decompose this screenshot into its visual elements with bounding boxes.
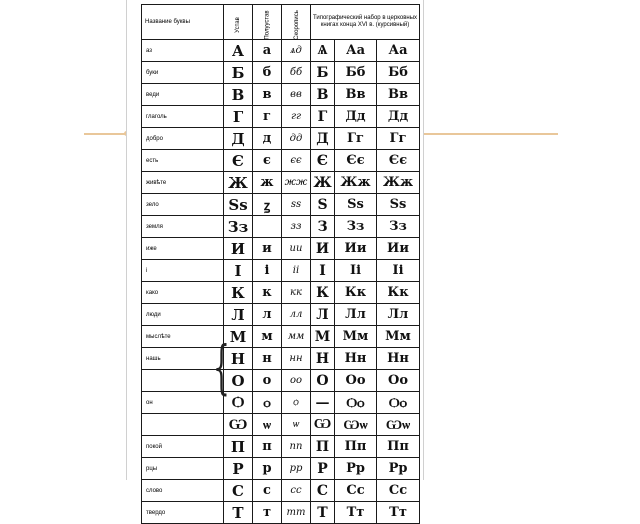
glyph-cell: К: [311, 282, 335, 304]
glyph-cell: н: [253, 348, 282, 370]
table-row: [142, 172, 420, 194]
glyph-cell: Р: [224, 458, 253, 480]
letter-name: покой: [142, 436, 224, 458]
glyph-cell: Пп: [377, 436, 420, 458]
glyph-cell: бб: [282, 62, 311, 84]
header-ustav: Устав: [235, 17, 241, 33]
glyph-cell: нн: [282, 348, 311, 370]
table-row: [142, 458, 420, 480]
letter-name: како: [142, 282, 224, 304]
glyph-cell: Єє: [335, 150, 377, 172]
glyph-cell: Ѧ: [311, 40, 335, 62]
glyph-cell: Б: [311, 62, 335, 84]
glyph-cell: є: [253, 150, 282, 172]
glyph-cell: Іі: [377, 260, 420, 282]
glyph-cell: ѻ: [282, 392, 311, 414]
glyph-cell: д: [253, 128, 282, 150]
glyph-cell: тт: [282, 502, 311, 524]
glyph-cell: С: [224, 480, 253, 502]
glyph-cell: єє: [282, 150, 311, 172]
glyph-cell: М: [311, 326, 335, 348]
glyph-cell: Ѻѻ: [335, 392, 377, 414]
letter-name: есть: [142, 150, 224, 172]
glyph-cell: И: [311, 238, 335, 260]
letter-name: глаголь: [142, 106, 224, 128]
letter-name: слово: [142, 480, 224, 502]
table-row: [142, 238, 420, 260]
letter-name: мыслѣте: [142, 326, 224, 348]
table-row: [142, 194, 420, 216]
glyph-cell: Д: [311, 128, 335, 150]
table-row: [142, 348, 420, 370]
glyph-cell: О: [224, 370, 253, 392]
glyph-cell: —: [311, 392, 335, 414]
glyph-cell: П: [224, 436, 253, 458]
glyph-cell: В: [311, 84, 335, 106]
glyph-cell: зз: [282, 216, 311, 238]
table-row: [142, 414, 420, 436]
glyph-cell: Ѻѻ: [377, 392, 420, 414]
table-row: [142, 326, 420, 348]
glyph-cell: О: [311, 370, 335, 392]
glyph-cell: П: [311, 436, 335, 458]
glyph-cell: Іі: [335, 260, 377, 282]
table-row: [142, 502, 420, 524]
glyph-cell: З: [311, 216, 335, 238]
glyph-cell: Б: [224, 62, 253, 84]
glyph-cell: с: [253, 480, 282, 502]
letter-name: зело: [142, 194, 224, 216]
header-poluustav: Полуустав: [264, 10, 271, 40]
table-row: [142, 62, 420, 84]
glyph-cell: Д: [224, 128, 253, 150]
glyph-cell: жж: [282, 172, 311, 194]
letter-name: добро: [142, 128, 224, 150]
glyph-cell: Гг: [377, 128, 420, 150]
letter-name: твердо: [142, 502, 224, 524]
glyph-cell: Л: [311, 304, 335, 326]
header-letter-name: Название буквы: [142, 5, 224, 40]
glyph-cell: А: [224, 40, 253, 62]
glyph-cell: Пп: [335, 436, 377, 458]
glyph-cell: Ии: [335, 238, 377, 260]
glyph-cell: Нн: [377, 348, 420, 370]
glyph-cell: Вв: [377, 84, 420, 106]
glyph-cell: Тт: [335, 502, 377, 524]
glyph-cell: вв: [282, 84, 311, 106]
glyph-cell: ꙁ: [253, 194, 282, 216]
glyph-cell: в: [253, 84, 282, 106]
glyph-cell: Кк: [377, 282, 420, 304]
glyph-cell: а: [253, 40, 282, 62]
table-row: [142, 282, 420, 304]
table-row: [142, 216, 420, 238]
glyph-cell: Т: [224, 502, 253, 524]
glyph-cell: ии: [282, 238, 311, 260]
table-row: [142, 260, 420, 282]
letter-name: нашь: [142, 348, 224, 370]
glyph-cell: Ж: [311, 172, 335, 194]
glyph-cell: Ѡѡ: [335, 414, 377, 436]
glyph-cell: Рр: [377, 458, 420, 480]
glyph-cell: п: [253, 436, 282, 458]
glyph-cell: С: [311, 480, 335, 502]
glyph-cell: рр: [282, 458, 311, 480]
glyph-cell: В: [224, 84, 253, 106]
glyph-cell: Зз: [377, 216, 420, 238]
table-row: [142, 128, 420, 150]
letter-name: веди: [142, 84, 224, 106]
glyph-cell: Ѕѕ: [335, 194, 377, 216]
glyph-cell: І: [311, 260, 335, 282]
glyph-cell: Ии: [377, 238, 420, 260]
glyph-cell: ѻ: [253, 392, 282, 414]
letter-name: [142, 414, 224, 436]
glyph-cell: Ѕѕ: [377, 194, 420, 216]
glyph-cell: Сс: [377, 480, 420, 502]
letter-name: аз: [142, 40, 224, 62]
table-row: [142, 436, 420, 458]
table-row: [142, 370, 420, 392]
glyph-cell: ѧд: [282, 40, 311, 62]
glyph-cell: Кк: [335, 282, 377, 304]
glyph-cell: Бб: [377, 62, 420, 84]
letter-name: он: [142, 392, 224, 414]
glyph-cell: Гг: [335, 128, 377, 150]
glyph-cell: Зз: [335, 216, 377, 238]
glyph-cell: Оо: [335, 370, 377, 392]
glyph-cell: Лл: [335, 304, 377, 326]
glyph-cell: Н: [311, 348, 335, 370]
glyph-cell: Ѡ: [311, 414, 335, 436]
glyph-cell: сс: [282, 480, 311, 502]
table-row: [142, 106, 420, 128]
glyph-cell: кк: [282, 282, 311, 304]
glyph-cell: Ѻ: [224, 392, 253, 414]
alphabet-document: [126, 0, 424, 522]
decorative-line-right: [420, 133, 558, 135]
glyph-cell: Г: [311, 106, 335, 128]
glyph-cell: р: [253, 458, 282, 480]
glyph-cell: іі: [282, 260, 311, 282]
glyph-cell: [253, 216, 282, 238]
letter-name: люди: [142, 304, 224, 326]
glyph-cell: м: [253, 326, 282, 348]
glyph-cell: оо: [282, 370, 311, 392]
glyph-cell: Т: [311, 502, 335, 524]
table-row: [142, 392, 420, 414]
glyph-cell: пп: [282, 436, 311, 458]
glyph-cell: дд: [282, 128, 311, 150]
glyph-cell: т: [253, 502, 282, 524]
letter-name: живѣте: [142, 172, 224, 194]
table-row: [142, 304, 420, 326]
header-skoropis: Скоропись: [293, 10, 300, 40]
glyph-cell: М: [224, 326, 253, 348]
glyph-cell: Ѡѡ: [377, 414, 420, 436]
glyph-cell: Г: [224, 106, 253, 128]
letter-name: [142, 370, 224, 392]
glyph-cell: К: [224, 282, 253, 304]
glyph-cell: Лл: [377, 304, 420, 326]
glyph-cell: Нн: [335, 348, 377, 370]
glyph-cell: Жж: [377, 172, 420, 194]
glyph-cell: Р: [311, 458, 335, 480]
table-header-row: [142, 5, 420, 40]
glyph-cell: Єє: [377, 150, 420, 172]
header-typography: Типографический набор в церковных книгах конца XVI в. (курсивный): [311, 5, 420, 40]
glyph-cell: гг: [282, 106, 311, 128]
glyph-cell: Рр: [335, 458, 377, 480]
table-row: [142, 40, 420, 62]
brace-mark: {: [213, 333, 230, 401]
glyph-cell: лл: [282, 304, 311, 326]
table-row: [142, 84, 420, 106]
glyph-cell: Зз: [224, 216, 253, 238]
letter-name: иже: [142, 238, 224, 260]
letter-name: земля: [142, 216, 224, 238]
glyph-cell: ж: [253, 172, 282, 194]
glyph-cell: Ѕѕ: [224, 194, 253, 216]
glyph-cell: л: [253, 304, 282, 326]
letter-name: рцы: [142, 458, 224, 480]
decorative-line-left: [84, 133, 128, 135]
glyph-cell: Л: [224, 304, 253, 326]
glyph-cell: Є: [224, 150, 253, 172]
table-row: [142, 150, 420, 172]
letter-name: і: [142, 260, 224, 282]
glyph-cell: Є: [311, 150, 335, 172]
glyph-cell: ѡ: [253, 414, 282, 436]
glyph-cell: Тт: [377, 502, 420, 524]
glyph-cell: Бб: [335, 62, 377, 84]
glyph-cell: Н: [224, 348, 253, 370]
glyph-cell: І: [224, 260, 253, 282]
glyph-cell: Мм: [335, 326, 377, 348]
glyph-cell: ѡ: [282, 414, 311, 436]
glyph-cell: Оо: [377, 370, 420, 392]
glyph-cell: Мм: [377, 326, 420, 348]
glyph-cell: Жж: [335, 172, 377, 194]
glyph-cell: И: [224, 238, 253, 260]
glyph-cell: Ж: [224, 172, 253, 194]
alphabet-rows: [142, 40, 420, 524]
glyph-cell: Вв: [335, 84, 377, 106]
glyph-cell: Дд: [377, 106, 420, 128]
glyph-cell: Аа: [377, 40, 420, 62]
table-row: [142, 480, 420, 502]
alphabet-table: [141, 4, 420, 524]
glyph-cell: Ѕ: [311, 194, 335, 216]
glyph-cell: г: [253, 106, 282, 128]
glyph-cell: мм: [282, 326, 311, 348]
glyph-cell: и: [253, 238, 282, 260]
glyph-cell: к: [253, 282, 282, 304]
glyph-cell: Дд: [335, 106, 377, 128]
glyph-cell: Ѡ: [224, 414, 253, 436]
glyph-cell: б: [253, 62, 282, 84]
letter-name: буки: [142, 62, 224, 84]
glyph-cell: о: [253, 370, 282, 392]
glyph-cell: Аа: [335, 40, 377, 62]
glyph-cell: Сс: [335, 480, 377, 502]
glyph-cell: ѕѕ: [282, 194, 311, 216]
glyph-cell: і: [253, 260, 282, 282]
